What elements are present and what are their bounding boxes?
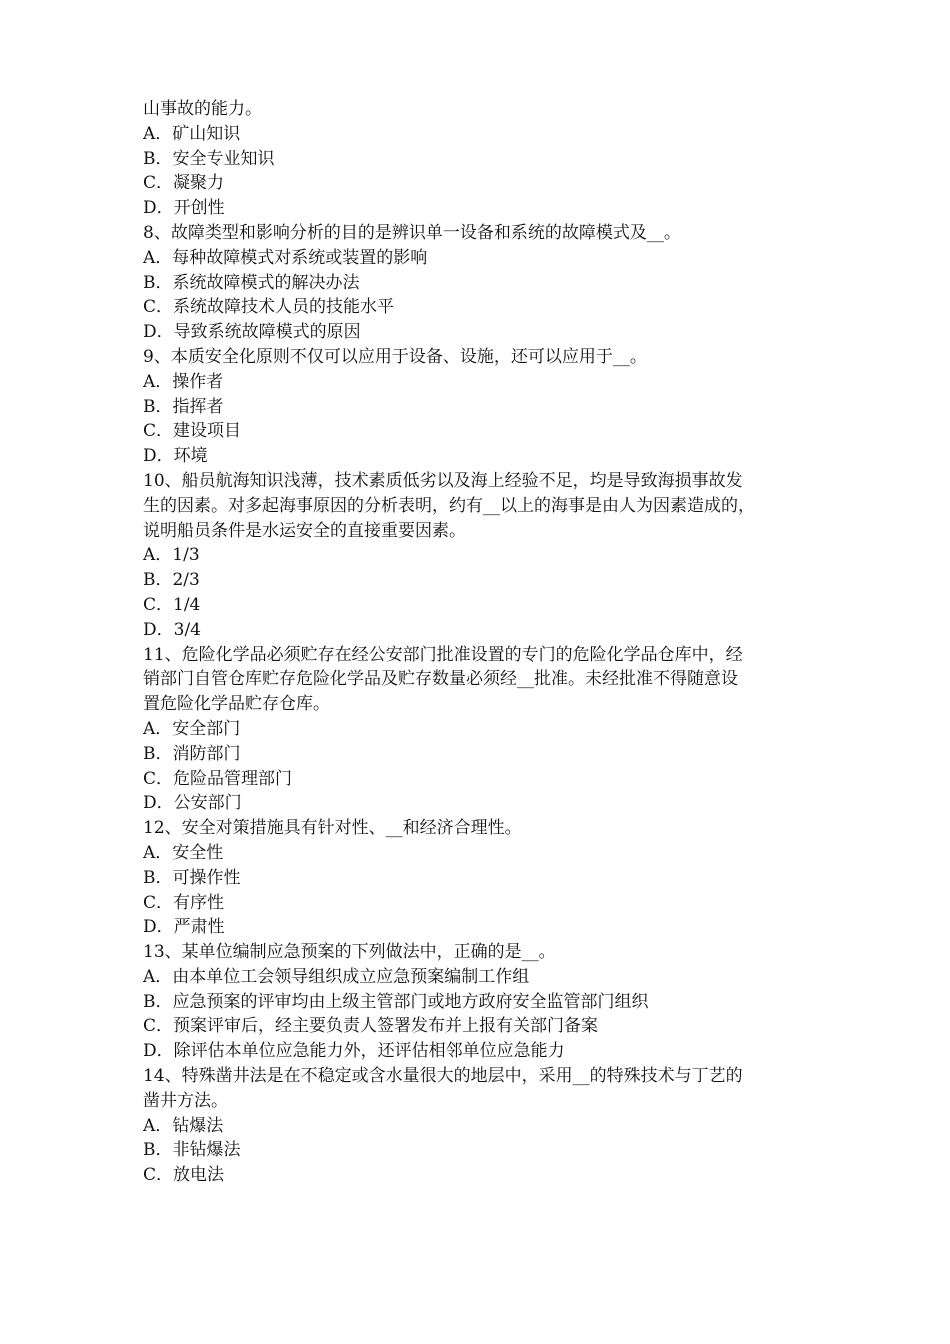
document-body [143,97,809,1188]
answer-option: B．非钻爆法 [143,1140,241,1161]
question-text: 12、安全对策措施具有针对性、__和经济合理性。 [143,818,522,839]
answer-option: B．消防部门 [143,743,241,764]
answer-option: C．1/4 [143,594,201,615]
answer-option: A．由本单位工会领导组织成立应急预案编制工作组 [143,966,530,987]
answer-option: B．应急预案的评审均由上级主管部门或地方政府安全监管部门组织 [143,991,649,1012]
answer-option: C．危险品管理部门 [143,768,293,789]
question-text: 8、故障类型和影响分析的目的是辨识单一设备和系统的故障模式及__。 [143,222,681,243]
answer-option: C．凝聚力 [143,173,225,194]
question-text: 说明船员条件是水运安全的直接重要因素。 [143,520,466,541]
question-text: 生的因素。对多起海事原因的分析表明，约有__以上的海事是由人为因素造成的， [143,495,755,516]
question-text: 13、某单位编制应急预案的下列做法中，正确的是__。 [143,942,556,963]
answer-option: D．开创性 [143,198,225,219]
answer-option: A．钻爆法 [143,1115,224,1136]
answer-option: A．操作者 [143,371,224,392]
question-text: 销部门自管仓库贮存危险化学品及贮存数量必须经__批准。未经批准不得随意设 [143,669,738,690]
question-text: 9、本质安全化原则不仅可以应用于设备、设施，还可以应用于__。 [143,346,647,367]
question-text: 置危险化学品贮存仓库。 [143,694,330,715]
answer-option: D．严肃性 [143,917,225,938]
answer-option: A．每种故障模式对系统或装置的影响 [143,247,428,268]
text-line: 山事故的能力。 [143,99,262,119]
question-text: 10、船员航海知识浅薄，技术素质低劣以及海上经验不足，均是导致海损事故发 [143,470,743,491]
answer-option: D．除评估本单位应急能力外，还评估相邻单位应急能力 [143,1041,565,1062]
question-text: 11、危险化学品必须贮存在经公安部门批准设置的专门的危险化学品仓库中，经 [143,644,743,665]
answer-option: B．可操作性 [143,867,241,888]
answer-option: A．1/3 [143,545,200,566]
answer-option: C．有序性 [143,892,225,913]
answer-option: C．系统故障技术人员的技能水平 [143,297,395,318]
answer-option: D．环境 [143,446,208,467]
answer-option: C．建设项目 [143,421,242,442]
answer-option: B．指挥者 [143,396,224,417]
answer-option: D．导致系统故障模式的原因 [143,322,361,343]
answer-option: C．预案评审后，经主要负责人签署发布并上报有关部门备案 [143,1016,599,1037]
answer-option: C．放电法 [143,1165,225,1186]
question-text: 14、特殊凿井法是在不稳定或含水量很大的地层中，采用__的特殊技术与丁艺的 [143,1066,743,1087]
answer-option: B．2/3 [143,570,200,591]
answer-option: B．安全专业知识 [143,148,275,169]
answer-option: B．系统故障模式的解决办法 [143,272,360,293]
answer-option: D．公安部门 [143,793,242,814]
answer-option: A．矿山知识 [143,123,241,144]
answer-option: A．安全性 [143,842,224,863]
question-text: 凿井方法。 [143,1090,228,1111]
answer-option: A．安全部门 [143,718,241,739]
answer-option: D．3/4 [143,619,201,640]
